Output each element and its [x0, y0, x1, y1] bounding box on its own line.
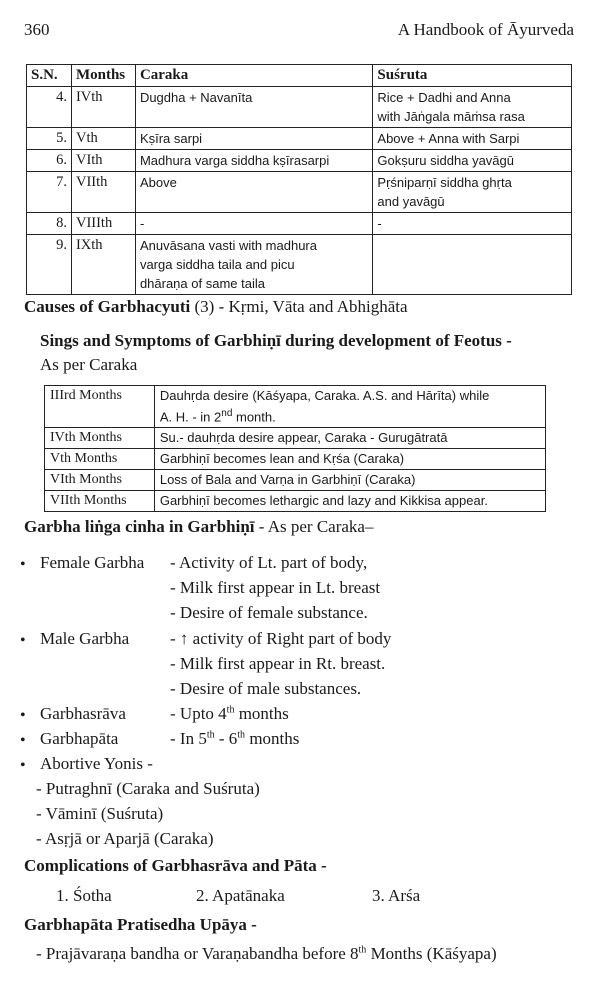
row-sn: 6.	[27, 150, 72, 172]
row-susruta	[373, 172, 572, 213]
row-month: VIIth	[71, 172, 135, 213]
row-susruta	[373, 128, 572, 150]
book-title: A Handbook of Āyurveda	[397, 20, 574, 39]
page-number: 360	[24, 20, 50, 39]
row-month: IXth	[71, 235, 135, 295]
cell-line	[160, 405, 540, 426]
abortive-label: Abortive Yonis -	[40, 754, 153, 773]
row-susruta	[373, 87, 572, 128]
causes-count: (3)	[194, 297, 215, 316]
row-caraka	[135, 172, 372, 213]
cell-line: dhāraṇa of same taila	[139, 276, 265, 291]
table-row	[45, 386, 546, 428]
bullet-icon: •	[20, 707, 26, 724]
causes-title: Causes of Garbhacyuti	[24, 297, 191, 316]
cell-line: -	[139, 216, 145, 231]
row-sn: 5.	[27, 128, 72, 150]
row-susruta	[373, 235, 572, 295]
sup: th	[206, 729, 215, 741]
text: months	[245, 729, 300, 748]
text: - Upto 4	[170, 704, 227, 723]
pratisedha-heading	[24, 915, 257, 935]
bullet-icon: •	[20, 757, 26, 774]
table-row	[27, 128, 572, 150]
sup: th	[237, 729, 246, 741]
pratisedha-line	[36, 944, 497, 964]
col-months: Months	[71, 65, 135, 87]
text: - In 5	[170, 729, 207, 748]
sup: th	[226, 704, 235, 716]
male-line: - Milk first appear in Rt. breast.	[170, 654, 386, 673]
row-sn: 4.	[27, 87, 72, 128]
row-susruta	[373, 213, 572, 235]
garbhasrava-text	[170, 704, 289, 724]
signs-dash: -	[506, 331, 512, 350]
row-month: IIIrd Months	[45, 386, 155, 428]
row-susruta	[373, 150, 572, 172]
abortive-item: - Vāminī (Suśruta)	[36, 804, 164, 823]
text: months	[234, 704, 289, 723]
col-sn: S.N.	[27, 65, 72, 87]
row-month: IVth	[71, 87, 135, 128]
sup: th	[358, 944, 367, 956]
bullet-icon: •	[20, 632, 26, 649]
text: Months (Kāśyapa)	[366, 944, 497, 963]
pratisedha-title: Garbhapāta Pratisedha Upāya	[24, 915, 247, 934]
cell-line: Madhura varga siddha kṣīrasarpi	[139, 153, 330, 168]
female-line: - Milk first appear in Lt. breast	[170, 578, 381, 597]
cell-sup: nd	[221, 408, 233, 419]
female-line: - Activity of Lt. part of body,	[170, 553, 368, 572]
causes-line	[24, 297, 408, 317]
signs-heading	[40, 331, 512, 351]
table-row	[27, 213, 572, 235]
female-label: Female Garbha	[40, 553, 145, 572]
row-month: VIth Months	[45, 470, 155, 491]
row-month: VIth	[71, 150, 135, 172]
cell-line: Gokṣuru siddha yavāgū	[377, 153, 514, 168]
complication-item: 2. Apatānaka	[196, 886, 285, 905]
signs-subtitle: As per Caraka	[40, 355, 138, 374]
text: - 6	[214, 729, 238, 748]
row-month: Vth	[71, 128, 135, 150]
row-text	[154, 386, 545, 428]
complications-heading	[24, 856, 327, 876]
garbhasrava-label: Garbhasrāva	[40, 704, 126, 723]
row-caraka	[135, 213, 372, 235]
col-susruta: Suśruta	[373, 65, 572, 87]
male-line: - Desire of male substances.	[170, 679, 362, 698]
table-row	[45, 428, 546, 449]
row-text: Loss of Bala and Varṇa in Garbhiṇī (Caraka)	[154, 470, 545, 491]
row-month: VIIIth	[71, 213, 135, 235]
cell-line: -	[377, 216, 382, 231]
complications-title: Complications of Garbhasrāva and Pāta	[24, 856, 317, 875]
linga-suffix: - As per Caraka–	[258, 517, 374, 536]
abortive-item: - Putraghnī (Caraka and Suśruta)	[36, 779, 260, 798]
abortive-item: - Asṛjā or Aparjā (Caraka)	[36, 829, 214, 848]
row-month: Vth Months	[45, 449, 155, 470]
cell-line: Dugdha + Navanīta	[139, 90, 253, 105]
cell-line: and yavāgū	[377, 194, 445, 209]
col-caraka: Caraka	[135, 65, 372, 87]
garbhapata-label: Garbhapāta	[40, 729, 119, 748]
table-header-row	[27, 65, 572, 87]
cell-line: Anuvāsana vasti with madhura	[139, 238, 317, 253]
cell-line: Above	[139, 175, 177, 190]
row-month: VIIth Months	[45, 491, 155, 512]
row-sn: 7.	[27, 172, 72, 213]
bullet-icon: •	[20, 732, 26, 749]
male-label: Male Garbha	[40, 629, 130, 648]
row-sn: 9.	[27, 235, 72, 295]
cell-line: Above + Anna with Sarpi	[377, 131, 520, 146]
complication-item: 3. Arśa	[372, 886, 421, 905]
cell-line: Kṣīra sarpi	[139, 131, 203, 146]
cell-line: Dauhṛda desire (Kāśyapa, Caraka. A.S. and Hārīta) while	[159, 388, 490, 403]
linga-heading	[24, 517, 373, 537]
pratisedha-dash: -	[251, 915, 257, 934]
table-row	[27, 172, 572, 213]
table-row	[45, 491, 546, 512]
table-row	[45, 449, 546, 470]
row-text: Garbhiṇī becomes lethargic and lazy and Kikkisa appear.	[154, 491, 545, 512]
diet-table	[26, 64, 572, 295]
row-caraka	[135, 150, 372, 172]
bullet-icon: •	[20, 556, 26, 573]
row-caraka	[135, 128, 372, 150]
row-month: IVth Months	[45, 428, 155, 449]
cell-text: A. H. - in 2	[159, 409, 222, 425]
table-row	[27, 87, 572, 128]
table-row	[45, 470, 546, 491]
row-caraka	[135, 87, 372, 128]
cell-line: Rice + Dadhi and Anna	[377, 90, 511, 105]
text: - Prajāvaraṇa bandha or Varaṇabandha before 8	[36, 944, 359, 963]
row-sn: 8.	[27, 213, 72, 235]
complication-item: 1. Śotha	[56, 886, 112, 905]
table-row	[27, 235, 572, 295]
cell-line: Pṛśniparṇī siddha ghṛta	[377, 175, 512, 190]
linga-title: Garbha liṅga cinha in Garbhiṇī	[24, 517, 255, 536]
row-text: Su.- dauhṛda desire appear, Caraka - Gurugātratā	[154, 428, 545, 449]
signs-title: Sings and Symptoms of Garbhiṇī during development of Feotus	[40, 331, 502, 350]
female-line: - Desire of female substance.	[170, 603, 368, 622]
cell-text: month.	[232, 409, 276, 425]
cell-line: varga siddha taila and picu	[139, 257, 295, 272]
male-line: - ↑ activity of Right part of body	[170, 629, 392, 648]
complications-dash: -	[321, 856, 327, 875]
signs-table	[44, 385, 546, 512]
table-row	[27, 150, 572, 172]
causes-text: - Kṛmi, Vāta and Abhighāta	[218, 297, 408, 316]
row-caraka	[135, 235, 372, 295]
row-text: Garbhiṇī becomes lean and Kṛśa (Caraka)	[154, 449, 545, 470]
cell-line: with Jāṅgala māṁsa rasa	[377, 109, 525, 124]
garbhapata-text	[170, 729, 299, 749]
